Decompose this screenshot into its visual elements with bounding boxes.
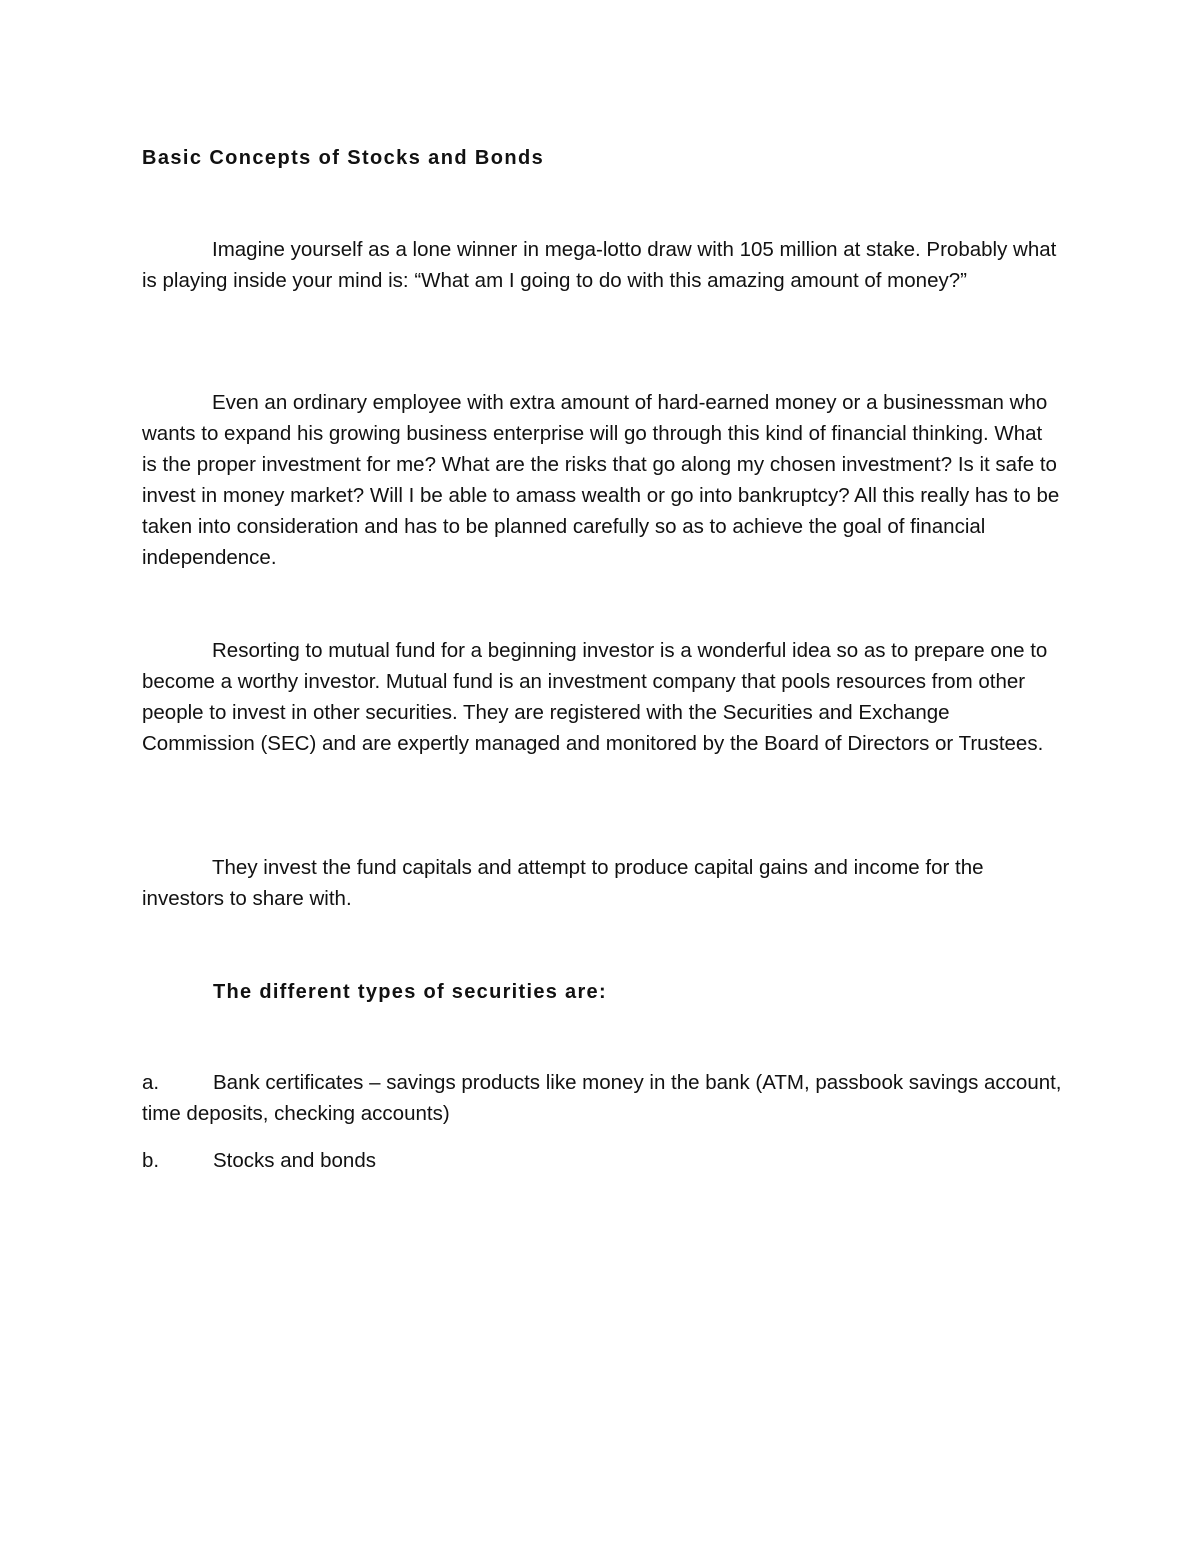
list-marker: a. <box>142 1071 160 1094</box>
list-item-text: Bank certificates – savings products like money in the bank (ATM, passbook savings account, time deposits, checking accounts) <box>142 1071 1062 1125</box>
securities-subheading: The different types of securities are: <box>213 981 607 1003</box>
list-item-stocks-bonds <box>142 1145 1062 1176</box>
paragraph-lotto-winner: Imagine yourself as a lone winner in mega-lotto draw with 105 million at stake. Probably what is playing inside your mind is: “What am I going to do with this amazing amount of money?” <box>142 238 1057 292</box>
list-item-text: Stocks and bonds <box>213 1149 376 1172</box>
list-marker: b. <box>142 1149 160 1172</box>
paragraph-financial-thinking: Even an ordinary employee with extra amount of hard-earned money or a businessman who wants to expand his growing business enterprise will go through this kind of financial thinking. What is the proper investment for me? What are the risks that go along my chosen investment? Is it safe to invest in money market? Will I be able to amass wealth or go into bankruptcy? All this really has to be taken into consideration and has to be planned carefully so as to achieve the goal of financial independence. <box>142 391 1060 569</box>
list-item-bank-certificates <box>142 1067 1062 1129</box>
document-title: Basic Concepts of Stocks and Bonds <box>142 147 545 169</box>
paragraph-capital-gains: They invest the fund capitals and attempt to produce capital gains and income for the investors to share with. <box>142 856 984 910</box>
paragraph-mutual-fund: Resorting to mutual fund for a beginning investor is a wonderful idea so as to prepare one to become a worthy investor. Mutual fund is an investment company that pools resources from other people to invest in other securities. They are registered with the Securities and Exchange Commission (SEC) and are expertly managed and monitored by the Board of Directors or Trustees. <box>142 639 1048 755</box>
